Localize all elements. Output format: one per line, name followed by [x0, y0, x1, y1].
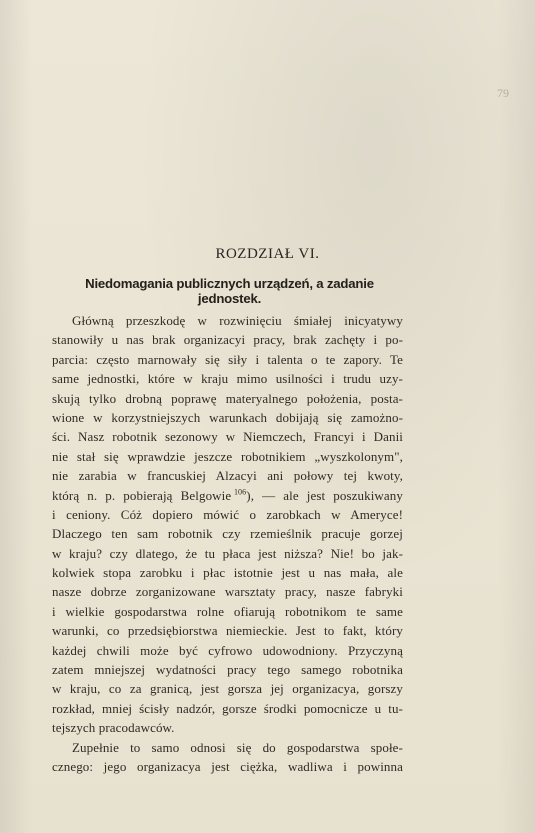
text-line: rozkład, mniej ścisły nadzór, gorsze środki pomocnicze u tu- [52, 700, 403, 716]
text-line: Zupełnie to samo odnosi się do gospodarstwa społe- [72, 740, 403, 755]
paragraph-2 [52, 738, 403, 777]
text-line: skują tylko drobną poprawę materyalnego położenia, posta- [52, 390, 403, 406]
text-line: nie stał się wprawdzie jeszcze robotnikiem „wyszkolonym", [52, 448, 403, 464]
text-line: tejszych pracodawców. [52, 720, 175, 736]
text-fragment: ), — ale jest poszukiwany [246, 487, 403, 503]
text-line: nasze dobrze zorganizowane warsztaty pracy, nasze fabryki [52, 584, 403, 600]
text-line: stanowiły u nas brak organizacyi pracy, brak zachęty i po- [52, 332, 403, 348]
text-line: w kraju, co za granicą, jest gorsza jej organizacya, gorszy [52, 681, 403, 697]
text-line: Dlaczego ten sam robotnik czy rzemieślnik pracuje gorzej [52, 526, 403, 542]
footnote-reference: 106 [233, 487, 247, 497]
text-line: zatem mniejszej wydatności pracy tego samego robotnika [52, 662, 403, 678]
text-line: w kraju? czy dlatego, że tu płaca jest niższa? Nie! bo jak- [52, 545, 403, 561]
text-line: ści. Nasz robotnik sezonowy w Niemczech, Francyi i Danii [52, 429, 403, 445]
paragraph-1 [52, 311, 403, 738]
chapter-subtitle: Niedomagania publicznych urządzeń, a zadanie jednostek. [85, 276, 374, 306]
text-fragment: którą n. p. pobierają Belgowie [52, 487, 232, 503]
text-line: parcia: często marnowały się siły i talenta o te zapory. Te [52, 351, 403, 367]
page-number: 79 [497, 86, 509, 100]
text-line: warunki, co przedsiębiorstwa niemieckie. Jest to fakt, który [52, 623, 403, 639]
chapter-title: ROZDZIAŁ VI. [215, 246, 320, 262]
text-line: i wielkie gospodarstwa rolne ofiarują robotnikom te same [52, 603, 403, 619]
text-line: i ceniony. Cóż dopiero mówić o zarobkach w Ameryce! [52, 506, 403, 522]
text-line: kolwiek stopa zarobku i płac istotnie jest u nas mała, ale [52, 565, 403, 581]
text-line: same jednostki, które w kraju mimo usilności i trudu uzy- [52, 371, 403, 387]
text-line: wione w korzystniejszych warunkach dobijają się zamożno- [52, 409, 403, 425]
text-line-footnote [52, 486, 403, 505]
text-line: nie zarabia w francuskiej Alzacyi ani połowy tej kwoty, [52, 468, 403, 484]
text-line: każdej chwili może być cyfrowo udowodniony. Przyczyną [52, 642, 403, 658]
text-line: Główną przeszkodę w rozwinięciu śmiałej inicyatywy [72, 313, 403, 328]
text-line: cznego: jego organizacya jest ciężka, wadliwa i powinna [52, 759, 403, 775]
